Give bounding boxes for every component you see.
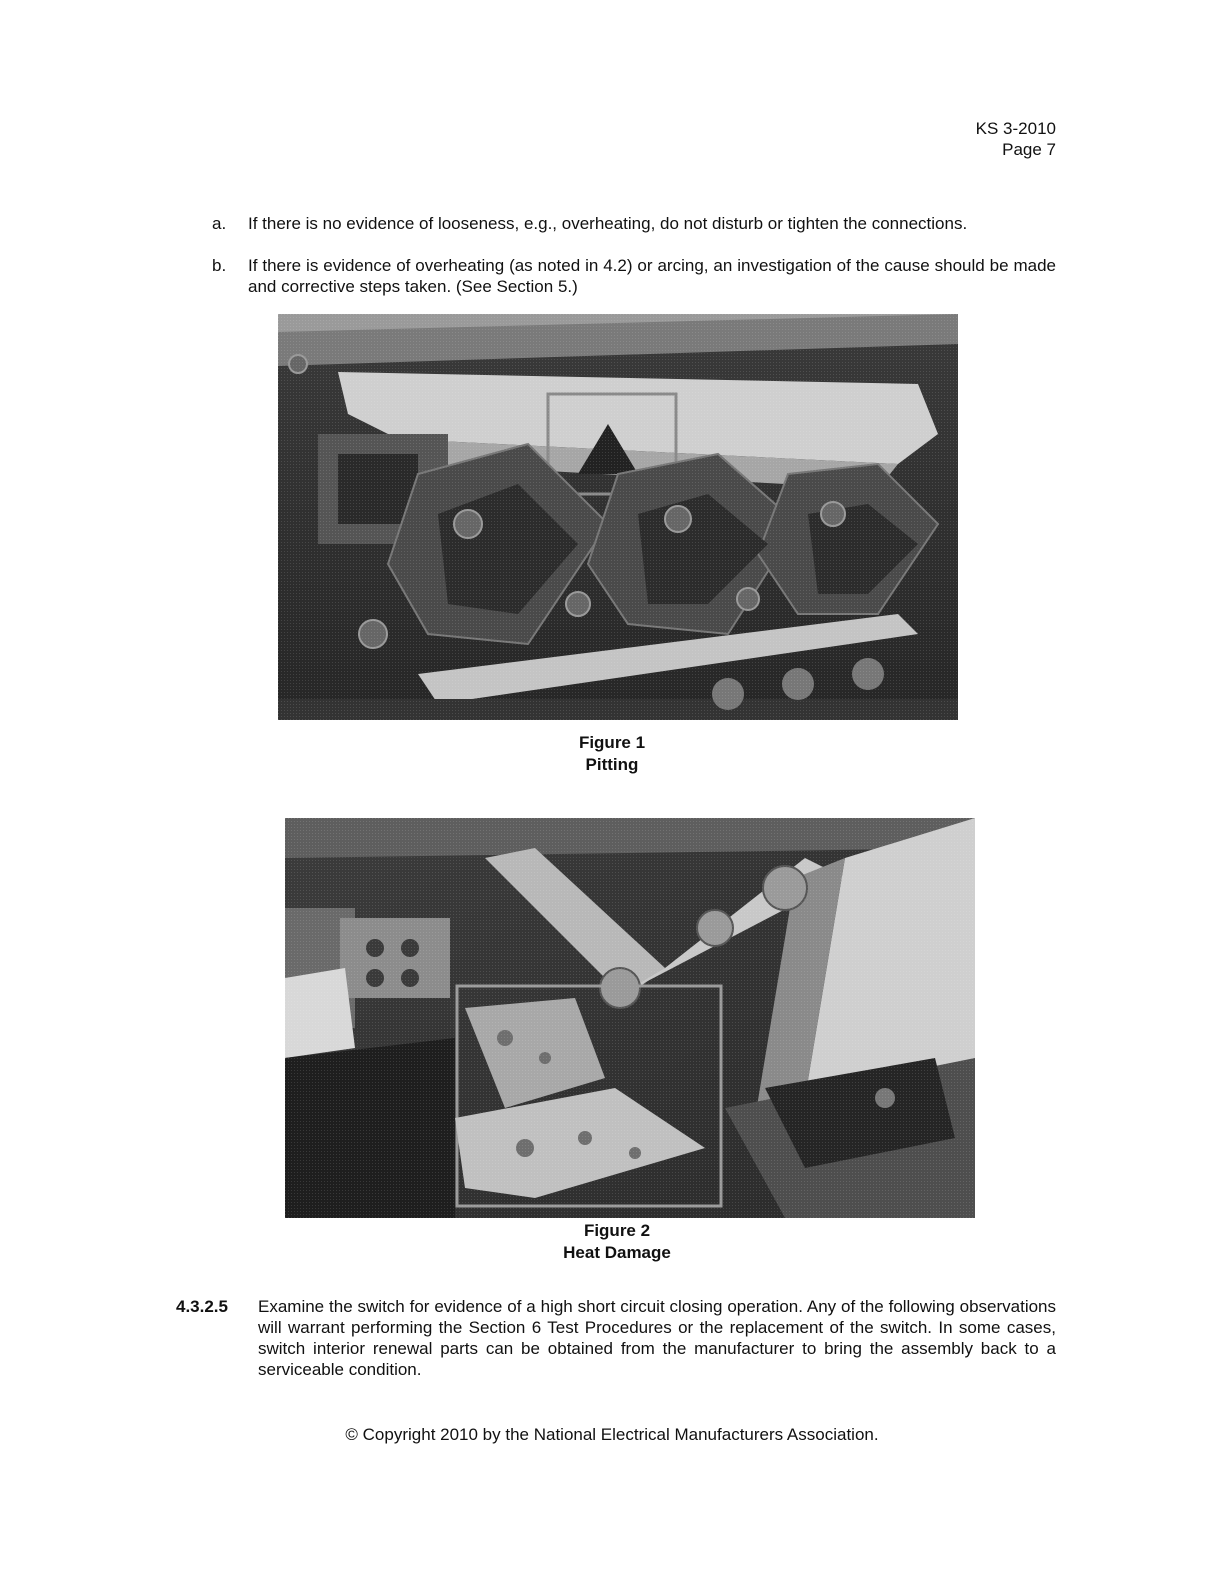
section-text: Examine the switch for evidence of a high short circuit closing operation. Any of the following observations will warrant performing the Section 6 Test Procedures or the replacement of the switch. In some cases, switch interior renewal parts can be obtained from the manufacturer to bring the assembly back to a serviceable condition.	[258, 1297, 1056, 1379]
figure-1-photo	[278, 314, 958, 720]
document-id: KS 3-2010	[975, 119, 1056, 138]
figure-2-title: Heat Damage	[563, 1243, 671, 1262]
list-marker: b.	[212, 256, 227, 275]
figure-1-caption	[412, 732, 812, 776]
page-number: Page 7	[1002, 140, 1056, 159]
list-marker: a.	[212, 214, 227, 233]
list-item-text: If there is no evidence of looseness, e.g., overheating, do not disturb or tighten the connections.	[248, 214, 968, 233]
list-item	[212, 213, 1056, 234]
figure-1-title: Pitting	[585, 755, 639, 774]
figure-2-caption	[417, 1220, 817, 1264]
section-paragraph	[176, 1296, 1056, 1380]
page-header	[976, 118, 1056, 160]
list-item	[212, 255, 1056, 297]
figure-1-label: Figure 1	[578, 733, 646, 752]
figure-2-label: Figure 2	[583, 1221, 651, 1240]
section-number: 4.3.2.5	[176, 1297, 228, 1316]
list-item-text: If there is evidence of overheating (as noted in 4.2) or arcing, an investigation of the cause should be made and corrective steps taken. (See Section 5.)	[248, 256, 1056, 296]
figure-2-photo	[285, 818, 975, 1218]
copyright-footer: © Copyright 2010 by the National Electrical Manufacturers Association.	[345, 1425, 879, 1444]
